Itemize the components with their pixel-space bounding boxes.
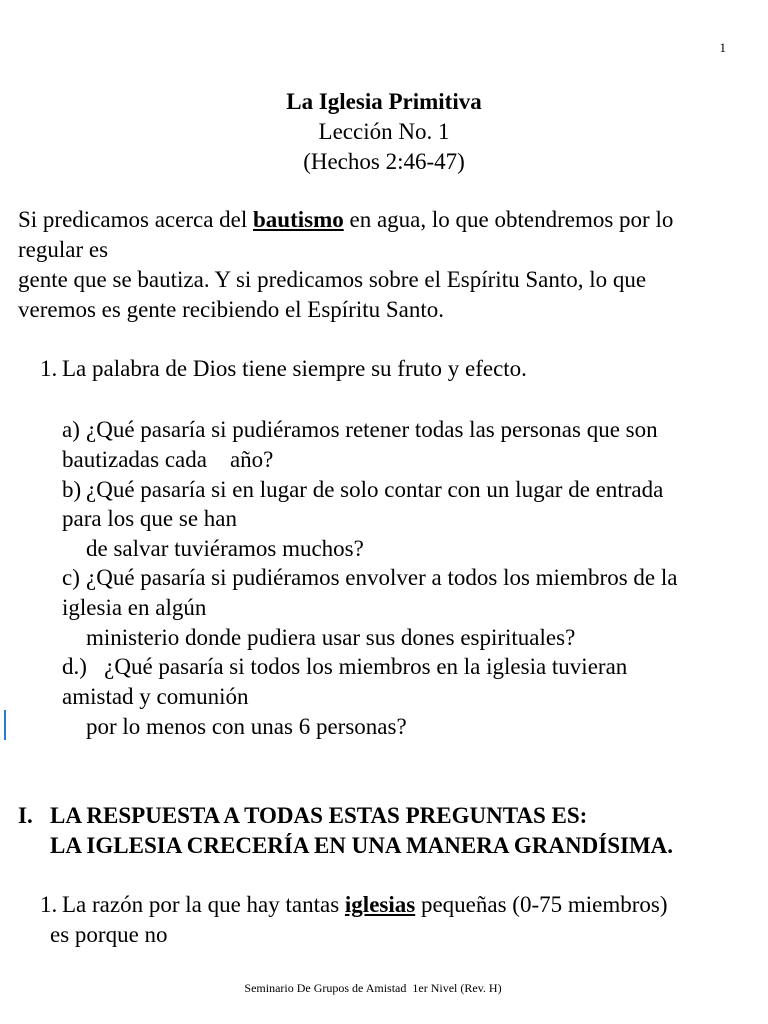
lesson-number: Lección No. 1 xyxy=(318,119,450,144)
point-2-emphasis-iglesias: iglesias xyxy=(344,892,416,917)
intro-line-3: gente que se bautiza. Y si predicamos sobre el Espíritu Santo, lo que xyxy=(18,267,647,292)
point-2-line-1 xyxy=(62,893,668,916)
document-title: La Iglesia Primitiva xyxy=(286,89,482,114)
question-d-line-2: amistad y comunión xyxy=(62,684,249,709)
point-2-text-before: La razón por la que hay tantas xyxy=(62,892,345,917)
section-1-heading-line-2: LA IGLESIA CRECERÍA EN UNA MANERA GRANDÍSIMA. xyxy=(50,833,674,858)
scripture-reference: (Hechos 2:46-47) xyxy=(303,149,465,174)
intro-line-4: veremos es gente recibiendo el Espíritu Santo. xyxy=(18,297,445,322)
text-cursor-marker xyxy=(4,710,6,740)
question-c-line-1: ¿Qué pasaría si pudiéramos envolver a todos los miembros de la xyxy=(86,565,678,590)
point-2-line-2: es porque no xyxy=(50,922,168,947)
question-d-line-3: por lo menos con unas 6 personas? xyxy=(86,714,407,739)
section-1-numeral: I. xyxy=(18,803,33,828)
question-b-marker: b) xyxy=(62,477,82,502)
question-a-marker: a) xyxy=(62,417,80,442)
question-a-line-1: ¿Qué pasaría si pudiéramos retener todas las personas que son xyxy=(86,417,658,442)
question-d-line-1: d.) ¿Qué pasaría si todos los miembros en la iglesia tuvieran xyxy=(62,654,628,679)
question-b-line-3: de salvar tuviéramos muchos? xyxy=(86,536,364,561)
question-b-line-1: ¿Qué pasaría si en lugar de solo contar con un lugar de entrada xyxy=(86,477,664,502)
question-c-line-3: ministerio donde pudiera usar sus dones espirituales? xyxy=(86,625,576,650)
intro-line-2: regular es xyxy=(18,237,109,262)
intro-emphasis-bautismo: bautismo xyxy=(253,207,344,232)
intro-line-1 xyxy=(18,208,673,231)
point-2-text-after: pequeñas (0-75 miembros) xyxy=(415,892,668,917)
question-c-line-2: iglesia en algún xyxy=(62,595,207,620)
section-1-heading-line-1: LA RESPUESTA A TODAS ESTAS PREGUNTAS ES: xyxy=(50,803,588,828)
question-a-line-2: bautizadas cada año? xyxy=(62,447,274,472)
question-b-line-2: para los que se han xyxy=(62,506,237,531)
intro-text-before: Si predicamos acerca del xyxy=(18,207,253,232)
question-c-marker: c) xyxy=(62,565,80,590)
page-number: 1 xyxy=(719,40,726,55)
point-2-number: 1. xyxy=(40,892,58,917)
intro-text-after: en agua, lo que obtendremos por lo xyxy=(343,207,674,232)
point-1-text: La palabra de Dios tiene siempre su fruto y efecto. xyxy=(62,356,527,381)
page-footer: Seminario De Grupos de Amistad 1er Nivel (Rev. H) xyxy=(244,981,502,995)
point-1-number: 1. xyxy=(40,356,58,381)
